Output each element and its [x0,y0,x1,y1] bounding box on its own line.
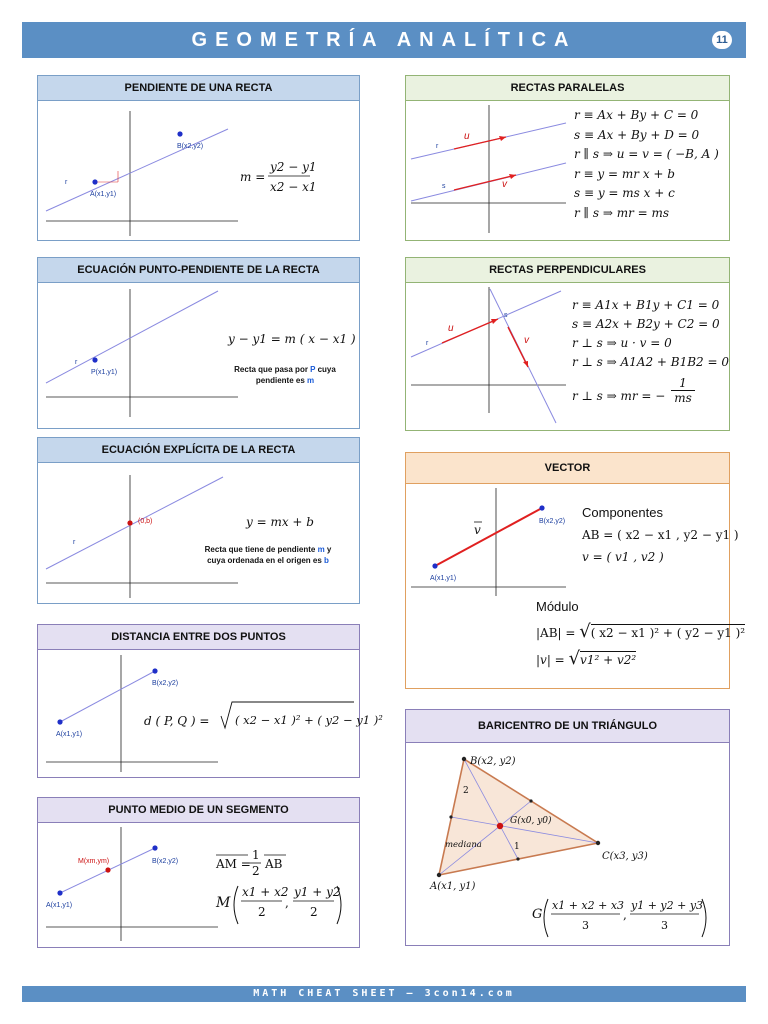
frac-b-den: 2 [310,905,318,919]
point-b [152,668,157,673]
label-a: A(x1,y1) [430,575,457,582]
slope-graph [38,101,359,240]
vector-v [508,327,528,367]
page-number: 11 [712,31,732,49]
label-s: s [442,183,446,190]
formula-line: r ∥ s ⇒ mr = ms [574,205,670,220]
explicit-section [37,437,360,604]
parallel-formulas [574,106,719,223]
label-r: r [426,340,429,347]
paren-left [544,899,548,937]
vector-u [454,137,506,149]
point-a [57,719,62,724]
section-title: VECTOR [406,453,729,484]
vector-graph [406,484,729,604]
perpendicular-formulas [572,296,729,372]
formula-line: r ≡ A1x + B1y + C1 = 0 [572,298,720,312]
label-c: C(x3, y3) [602,851,648,862]
label-r: r [436,143,439,150]
section-title: RECTAS PERPENDICULARES [406,258,729,283]
perpendicular-slope-formula: r ⊥ s ⇒ mr = − $\frac{1}{ms}$ [572,376,695,405]
midpoint-graph [38,823,359,947]
label-v: v [502,179,507,190]
distance-graph [38,650,383,777]
label-a: A(x1,y1) [46,902,73,909]
vector-ab [435,508,542,566]
components-ab: AB = ( x2 − x1 , y2 − y1 ) [582,528,739,542]
section-title: PENDIENTE DE UNA RECTA [38,76,359,101]
line-r [46,129,228,211]
section-title: RECTAS PARALELAS [406,76,729,101]
formula-line: r ∥ s ⇒ u = v = ( −B, A ) [574,147,719,161]
label-r: r [75,359,78,366]
module-title: Módulo [536,599,579,614]
half-num: 1 [252,848,260,862]
label-ratio-2: 2 [463,786,469,796]
frac-a-den: 2 [258,905,266,919]
slope-numerator: y2 − y1 [270,160,317,174]
label-median: mediana [445,840,482,850]
label-ratio-1: 1 [514,842,520,852]
midpoint-ab: AB [265,857,283,871]
label-b: B(x2,y2) [177,143,204,150]
explicit-formula: y = mx + b [246,515,314,529]
label-a: A(x1, y1) [430,881,476,892]
segment-pq [60,671,155,722]
label-r: r [65,179,68,186]
label-0b: (0,b) [138,518,153,525]
parallel-section [405,75,730,241]
formula-line: s ≡ y = ms x + c [574,186,675,200]
section-title: PUNTO MEDIO DE UN SEGMENTO [38,798,359,823]
label-u: u [448,323,454,334]
half-den: 2 [252,864,260,878]
midpoint-am: AM = [216,857,251,871]
point-a [92,179,97,184]
point-b [152,845,157,850]
point-b [177,131,182,136]
label-v: v [524,335,529,346]
label-u: u [464,131,470,142]
label-a: A(x1,y1) [90,191,117,198]
frac-b-den: 3 [661,919,668,932]
centroid-section [405,709,730,946]
point-slope-graph [38,283,359,428]
centroid-g: G [532,907,543,922]
label-m: M(xm,ym) [78,858,110,865]
module-v: |v| = √v1² + v2² [536,648,637,669]
slope-denominator: x2 − x1 [270,180,317,194]
label-b: B(x2,y2) [152,680,179,687]
label-v: v [474,523,481,537]
point-g [497,823,503,829]
formula-line: r ⊥ s ⇒ A1A2 + B1B2 = 0 [572,355,730,369]
slope-lhs: m = [240,170,266,184]
point-slope-note: Recta que pasa por P cuya pendiente es m [234,365,336,385]
perpendicular-section [405,257,730,431]
explicit-note: Recta que tiene de pendiente m y cuya ordenada en el origen es b [204,545,332,565]
label-p: P(x1,y1) [91,369,118,376]
section-title: ECUACIÓN PUNTO-PENDIENTE DE LA RECTA [38,258,359,283]
section-title: BARICENTRO DE UN TRIÁNGULO [406,710,729,743]
midpoint-m: M [216,895,231,911]
point-p [92,357,97,362]
frac-b-num: y1 + y2 [294,885,341,899]
components-v: v = ( v1 , v2 ) [582,550,664,564]
page-title: GEOMETRÍA ANALÍTICA [191,29,577,51]
explicit-graph [38,463,359,603]
section-title: DISTANCIA ENTRE DOS PUNTOS [38,625,359,650]
frac-a-num: x1 + x2 + x3 [552,899,625,912]
label-b: B(x2,y2) [539,518,566,525]
frac-b-num: y1 + y2 + y3 [631,899,704,912]
midpoint-section [37,797,360,948]
frac-a-num: x1 + x2 [242,885,289,899]
footer-banner: MATH CHEAT SHEET – 3con14.com [22,986,746,1002]
point-slope-section [37,257,360,429]
distance-rhs: ( x2 − x1 )² + ( y2 − y1 )² [235,713,383,727]
point-a [432,563,437,568]
formula-line: r ⊥ s ⇒ u · v = 0 [572,336,672,350]
slope-section [37,75,360,241]
centroid-graph [406,743,729,945]
distance-lhs: d ( P, Q ) = [144,714,210,728]
section-title: ECUACIÓN EXPLÍCITA DE LA RECTA [38,438,359,463]
frac-a-den: 3 [582,919,589,932]
distance-section [37,624,383,778]
label-b: B(x2,y2) [152,858,179,865]
formula-line: r ≡ y = mr x + b [574,166,675,181]
module-ab: |AB| = √( x2 − x1 )² + ( y2 − y1 )² [536,621,746,642]
svg-text:,: , [623,908,627,922]
header-banner [22,22,746,58]
point-m [105,867,110,872]
point-0b [127,520,132,525]
point-b [539,505,544,510]
point-a [57,890,62,895]
label-s: s [504,312,508,319]
formula-line: s ≡ Ax + By + D = 0 [574,127,700,142]
line-r [46,291,218,383]
formula-line: s ≡ A2x + B2y + C2 = 0 [572,317,720,331]
label-r: r [73,539,76,546]
point-slope-formula: y − y1 = m ( x − x1 ) [228,332,356,346]
paren-left [234,886,238,924]
label-g: G(x0, y0) [510,816,552,826]
components-title: Componentes [582,505,663,520]
label-a: A(x1,y1) [56,731,83,738]
vector-section [405,452,746,689]
formula-line: r ≡ Ax + By + C = 0 [574,108,699,122]
label-b: B(x2, y2) [470,756,516,767]
svg-text:,: , [285,896,289,910]
